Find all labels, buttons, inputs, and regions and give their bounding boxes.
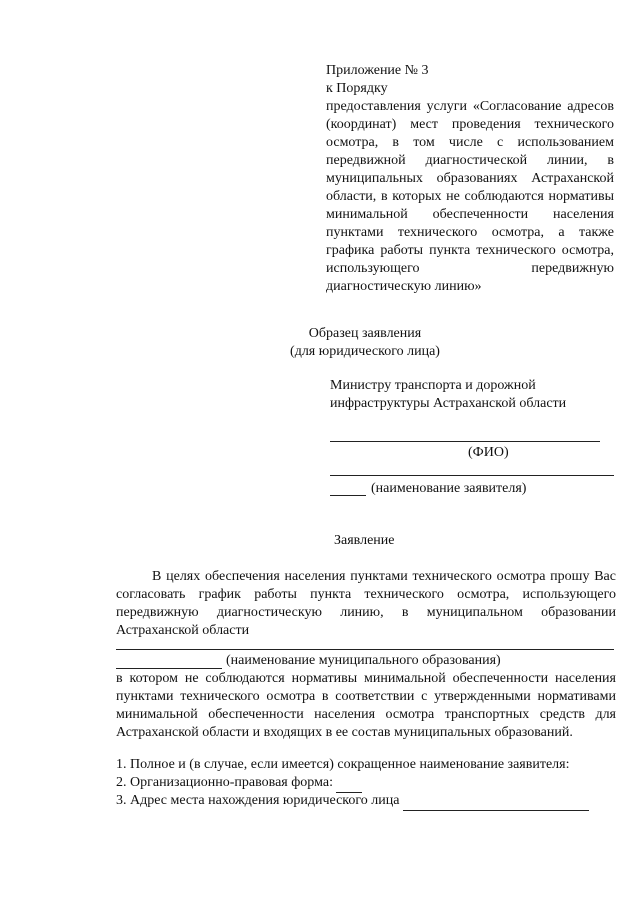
item-2-text: 2. Организационно-правовая форма: — [116, 775, 333, 790]
statement-title: Заявление — [334, 533, 395, 548]
sample-subtitle: (для юридического лица) — [290, 344, 440, 359]
item-3-blank — [403, 792, 589, 811]
statement-paragraph-1: В целях обеспечения населения пунктами технического осмотра прошу Вас согласовать график работы пункта технического осмотра, использующего передвижную диагностическую линию, в муниципальном образовании Астраханской области — [116, 569, 616, 638]
fio-blank-line — [330, 441, 600, 442]
sample-heading — [270, 325, 460, 361]
appendix-reference: к Порядку — [326, 81, 388, 96]
addressee-block — [330, 377, 620, 413]
appendix-block — [326, 62, 614, 296]
municipality-short-blank — [116, 668, 222, 669]
item-3-text: 3. Адрес места нахождения юридического лица — [116, 793, 400, 808]
sample-title: Образец заявления — [308, 326, 422, 341]
municipality-caption: (наименование муниципального образования) — [226, 653, 501, 668]
applicant-caption: (наименование заявителя) — [371, 481, 527, 496]
list-item-2 — [116, 774, 616, 793]
item-1-text: 1. Полное и (в случае, если имеется) сокращенное наименование заявителя: — [116, 757, 570, 772]
fio-caption: (ФИО) — [468, 445, 509, 460]
item-2-blank — [336, 774, 362, 793]
list-item-3 — [116, 792, 616, 811]
applicant-blank-line — [330, 475, 614, 476]
appendix-number: Приложение № 3 — [326, 63, 429, 78]
statement-paragraph-2: в котором не соблюдаются нормативы минимальной обеспеченности населения пунктами технического осмотра в соответствии с утвержденными нормативами минимальной обеспеченности населения осмотра транспортных средств для Астраханской области и входящих в ее состав муниципальных образований. — [116, 671, 616, 740]
applicant-short-blank — [330, 495, 366, 496]
municipality-blank-line — [116, 649, 614, 650]
list-item-1 — [116, 756, 616, 774]
appendix-service-title: предоставления услуги «Согласование адресов (координат) мест проведения технического осмотра, в том числе с использованием передвижной диагностической линии, в муниципальных образованиях Астраханской области, в которых не соблюдаются нормативы минимальной обеспеченности населения пунктами технического осмотра, а также графика работы пункта технического осмотра, использующего передвижную диагностическую линию» — [326, 99, 614, 294]
addressee-text: Министру транспорта и дорожной инфраструктуры Астраханской области — [330, 378, 567, 411]
